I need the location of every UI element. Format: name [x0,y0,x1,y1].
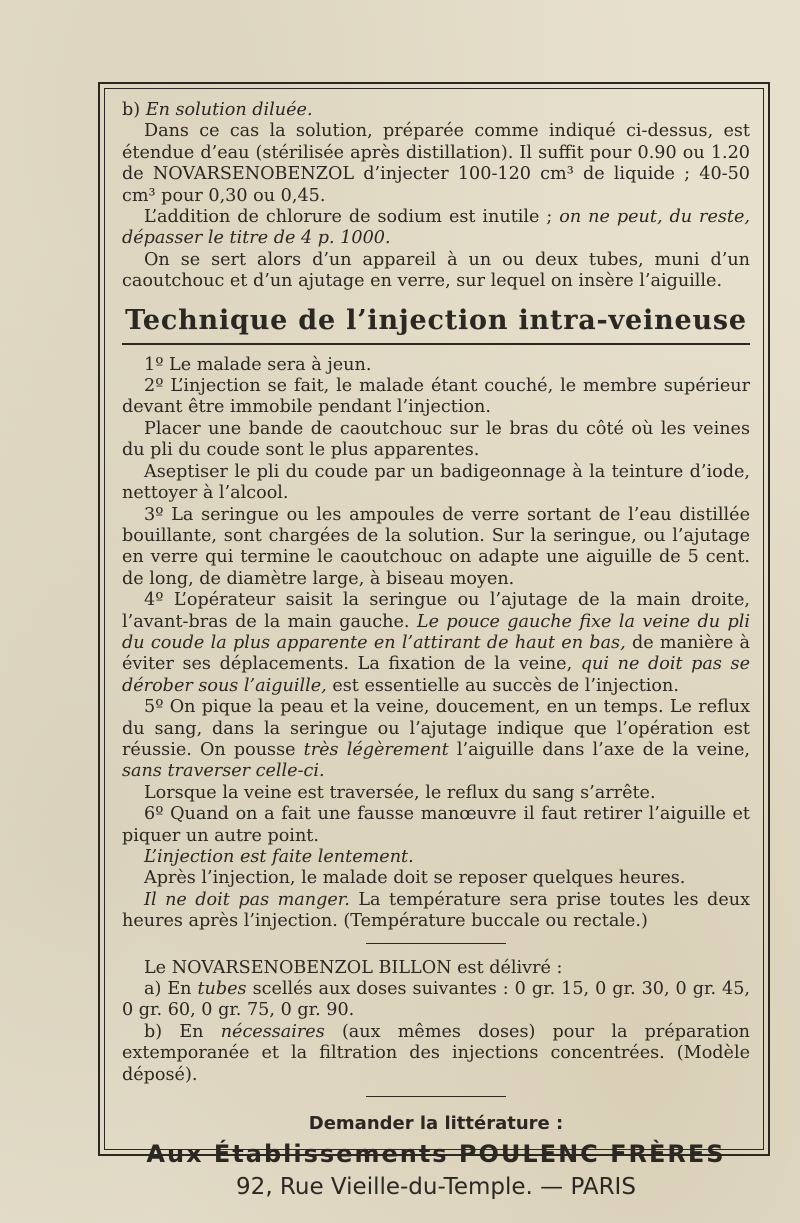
step-6: 6º Quand on a fait une fausse manœuvre il faut retirer l’aiguille et piquer un autre point. [122,804,750,846]
text-run: La température sera prise toutes les deux heures après l’injection. (Température buccale ou rectale.) [122,889,750,932]
delivery-tubes [122,979,750,1022]
literature-request: Demander la littérature : [308,1113,564,1135]
step-2-band: Placer une bande de caoutchouc sur le bras du côté où les veines du pli du coude sont le plus apparentes. [122,418,750,461]
text-run: scellés aux doses suivantes : 0 gr. 15, 0 gr. 30, 0 gr. 45, 0 gr. 60, 0 gr. 75, 0 gr. 90. [122,979,750,1021]
text-run-italic: qui ne doit pas se dérober sous l’aiguille, [122,654,750,696]
paragraph-apparatus: On se sert alors d’un appareil à un ou deux tubes, muni d’un caoutchouc et d’un ajutage en verre, sur lequel on insère l’aiguille. [122,249,750,292]
step-1: 1º Le malade sera à jeun. [144,354,372,375]
subheading-text: En solution diluée. [145,100,313,120]
text-run-italic: L’injection est faite lentement. [144,847,414,867]
text-run-italic: nécessaires [220,1021,325,1042]
text-run: l’aiguille dans l’axe de la veine, [448,739,751,760]
step-5 [122,697,750,783]
text-run: de manière à éviter ses déplacements. La fixation de la veine, [122,632,750,675]
step-2-aseptize: Aseptiser le pli du coude par un badigeonnage à la teinture d’iode, nettoyer à l’alcool. [122,461,750,504]
divider-rule [366,1096,506,1097]
subheading-diluted-solution [122,100,750,121]
text-run: est essentielle au succès de l’injection. [326,675,679,696]
divider-rule [366,943,506,944]
text-run: b) En [144,1021,221,1042]
text-run-italic: très légèrement [303,739,449,760]
step-slow-injection [122,847,750,868]
subheading-letter: b) [122,100,141,120]
text-run-italic: on ne peut, du reste, dépasser le titre de 4 p. 1000. [122,207,750,249]
step-2: 2º L’injection se fait, le malade étant couché, le membre supérieur devant être immobile pendant l’injection. [122,376,750,418]
delivery-intro: Le NOVARSENOBENZOL BILLON est délivré : [144,957,563,978]
paragraph-sodium-chloride [122,207,750,250]
text-run: 5º On pique la peau et la veine, doucement, en un temps. Le reflux du sang, dans la seringue ou l’ajutage indique que l’opération est réussie. On pousse [122,697,750,760]
document-body [122,100,750,1203]
paragraph-dilution: Dans ce cas la solution, préparée comme indiqué ci-dessus, est étendue d’eau (stérilisée après distillation). Il suffit pour 0.90 ou 1.20 de NOVARSENOBENZOL d’injecter 100-120 cm³ de liquide ; 40-50 cm³ pour 0,30 ou 0,45. [122,121,750,206]
text-run-italic: Il ne doit pas manger. [144,889,350,910]
heading-rule [122,343,750,345]
step-3: 3º La seringue ou les ampoules de verre sortant de l’eau distillée bouillante, sont chargées de la solution. Sur la seringue, ou l’ajutage en verre qui termine le caoutchouc on adapte une aiguille de 5 cent. de long, de diamètre large, à biseau moyen. [122,504,750,589]
company-name: Aux Établissements POULENC FRÈRES [146,1140,726,1169]
text-run: L’addition de chlorure de sodium est inutile ; [144,207,560,228]
section-heading: Technique de l’injection intra-veineuse [125,304,747,336]
text-run: a) En [144,979,198,1000]
step-4 [122,590,750,697]
step-no-eating [122,890,750,933]
text-run-italic: sans traverser celle-ci. [122,761,325,782]
delivery-kits [122,1022,750,1086]
step-5-traversed: Lorsque la veine est traversée, le reflux du sang s’arrête. [144,782,656,803]
text-run: 4º L’opérateur saisit la seringue ou l’ajutage de la main droite, l’avant-bras de la main gauche. [122,590,750,632]
text-run: (aux mêmes doses) pour la préparation extemporanée et la filtration des injections concentrées. (Modèle déposé). [122,1021,750,1085]
step-rest: Après l’injection, le malade doit se reposer quelques heures. [144,868,686,889]
company-address: 92, Rue Vieille-du-Temple. — PARIS [236,1174,636,1201]
text-run-italic: Le pouce gauche fixe la veine du pli du coude la plus apparente en l’attirant de haut en bas, [122,611,750,653]
text-run-italic: tubes [197,979,247,1000]
